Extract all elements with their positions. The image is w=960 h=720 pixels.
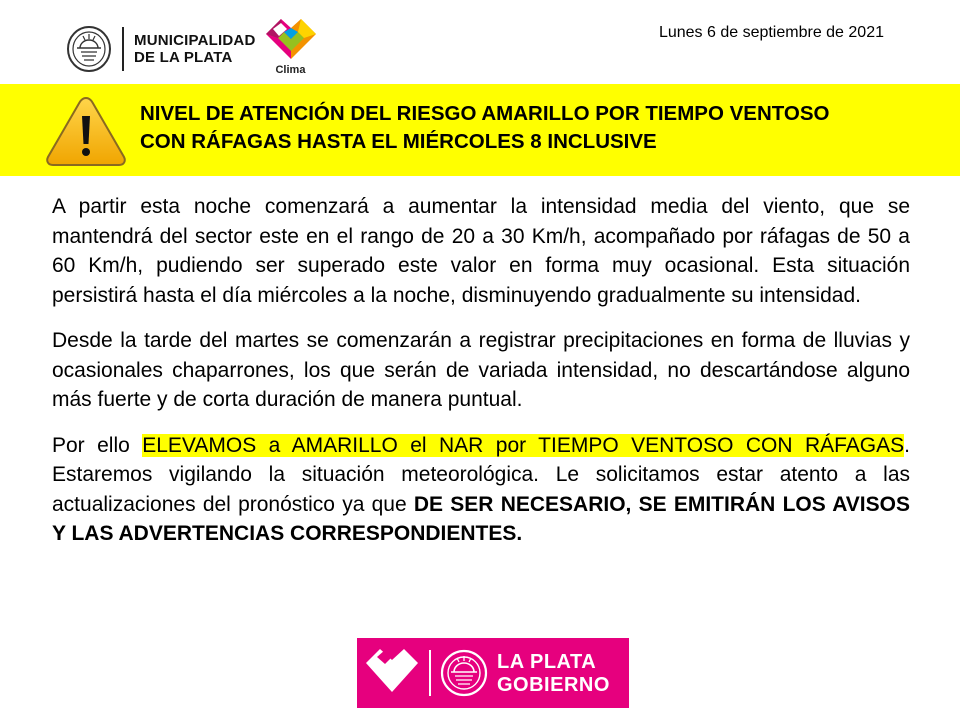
footer-seal-icon [439,648,489,698]
footer-text [497,651,610,697]
alert-body [52,192,910,549]
footer-line1: LA PLATA [497,651,597,673]
alert-banner [0,84,960,176]
clima-label: Clima [275,64,306,76]
footer-divider [429,650,431,696]
header-divider [122,27,124,71]
municipality-line2-prefix: DE [134,49,160,66]
paragraph-action [52,431,910,549]
warning-triangle-icon [44,94,128,168]
alert-title-line2: CON RÁFAGAS HASTA EL MIÉRCOLES 8 INCLUSIVE [140,130,657,153]
clima-heart-icon [263,18,319,64]
paragraph-action-mid: . Estaremos vigilando la situación meteorológica. Le solicitamos estar atento a las actualizaciones del pronóstico ya que [52,433,910,516]
alert-title [140,100,930,156]
publication-date: Lunes 6 de septiembre de 2021 [658,24,884,41]
footer-line2: GOBIERNO [497,674,610,696]
municipal-seal-icon [66,26,112,72]
alert-title-line1: NIVEL DE ATENCIÓN DEL RIESGO AMARILLO POR TIEMPO VENTOSO [140,102,830,125]
clima-logo [263,18,319,80]
municipality-line2 [134,49,255,66]
municipality-line1: MUNICIPALIDAD [134,32,256,49]
municipality-line2-bold: LA PLATA [159,49,233,66]
paragraph-wind: A partir esta noche comenzará a aumentar la intensidad media del viento, que se mantendrá del sector este en el rango de 20 a 30 Km/h, acompañado por ráfagas de 50 a 60 Km/h, pudiendo ser superado este valor en forma muy ocasional. Esta situación persistirá hasta el día miércoles a la noche, disminuyendo gradualmente su intensidad. [52,195,910,307]
heart-logo-icon [363,646,421,700]
la-plata-gobierno-logo [357,638,629,708]
paragraph-action-prefix: Por ello [52,433,143,457]
header-logos [66,18,319,80]
municipality-name [134,32,255,66]
highlighted-alert-level: ELEVAMOS a AMARILLO el NAR por TIEMPO VENTOSO CON RÁFAGAS [142,433,905,457]
paragraph-precipitation: Desde la tarde del martes se comenzarán a registrar precipitaciones en forma de lluvias y ocasionales chaparrones, los que serán de variada intensidad, no descartándose alguno más fuerte y de corta duración de manera puntual. [52,329,910,411]
paragraph-action-warning: DE SER NECESARIO, SE EMITIRÁN LOS AVISOS Y LAS ADVERTENCIAS CORRESPONDIENTES. [52,492,910,545]
